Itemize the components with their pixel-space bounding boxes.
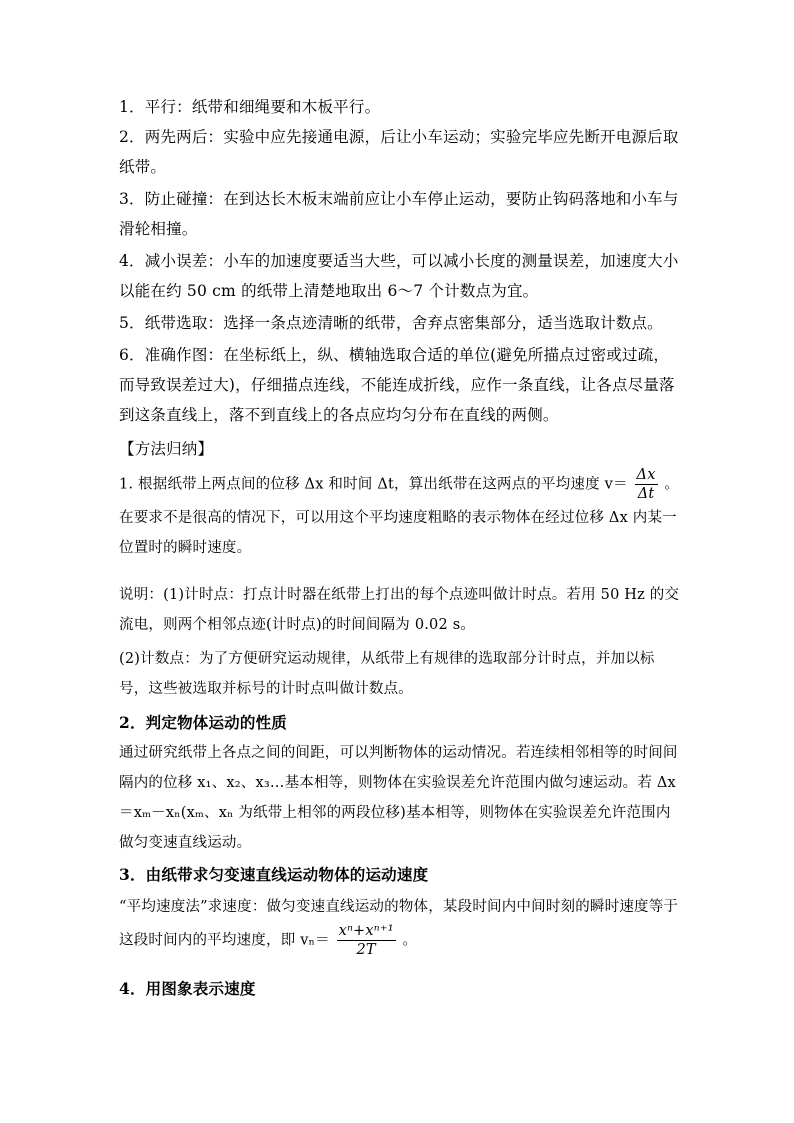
paragraph-5: 5．纸带选取：选择一条点迹清晰的纸带，舍弃点密集部分，适当选取计数点。	[119, 314, 663, 332]
method-item-1-text-b: 。在要求不是很高的情况下，可以用这个平均速度粗略的表示物体在经过位移 Δx 内某一位置时的瞬时速度。	[119, 476, 680, 556]
fraction-denominator: Δt	[637, 486, 655, 502]
avg-fraction-denominator: 2T	[356, 942, 376, 958]
section-3-heading: 3．由纸带求匀变速直线运动物体的运动速度	[119, 865, 429, 884]
average-velocity-fraction	[337, 922, 396, 959]
paragraph-2: 2．两先两后：实验中应先接通电源，后让小车运动；实验完毕应先断开电源后取纸带。	[119, 128, 679, 176]
section-4-heading: 4．用图象表示速度	[119, 979, 256, 998]
section-3-text-a: “平均速度法”求速度：做匀变速直线运动的物体，某段时间内中间时刻的瞬时速度等于这段时间内的平均速度，即 vₙ＝	[119, 899, 679, 949]
paragraph-3: 3．防止碰撞：在到达长木板末端前应让小车停止运动，要防止钩码落地和小车与滑轮相撞。	[119, 190, 679, 238]
note-1: 说明：(1)计时点：打点计时器在纸带上打出的每个点迹叫做计时点。若用 50 Hz 的交流电，则两个相邻点迹(计时点)的时间间隔为 0.02 s。	[119, 587, 680, 633]
avg-fraction-numerator: xⁿ+xⁿ⁺¹	[338, 923, 394, 939]
fraction-numerator: Δx	[636, 467, 656, 483]
section-2-heading: 2．判定物体运动的性质	[119, 713, 287, 732]
velocity-fraction	[635, 466, 658, 503]
note-2: (2)计数点：为了方便研究运动规律，从纸带上有规律的选取部分计时点，并加以标号，这些被选取并标号的计时点叫做计数点。	[119, 651, 655, 697]
paragraph-4: 4．减小误差：小车的加速度要适当大些，可以减小长度的测量误差，加速度大小以能在约 50 cm 的纸带上清楚地取出 6～7 个计数点为宜。	[119, 252, 679, 300]
section-3-paragraph	[119, 892, 681, 959]
paragraph-6: 6．准确作图：在坐标纸上，纵、横轴选取合适的单位(避免所描点过密或过疏，而导致误差过大)，仔细描点连线，不能连成折线，应作一条直线，让各点尽量落到这条直线上，落不到直线上的各点应均匀分布在直线的两侧。	[119, 346, 675, 424]
method-item-1-text-a: 1. 根据纸带上两点间的位移 Δx 和时间 Δt，算出纸带在这两点的平均速度 v＝	[119, 476, 628, 493]
section-3-text-b: 。	[402, 932, 418, 949]
section-2-paragraph: 通过研究纸带上各点之间的间距，可以判断物体的运动情况。若连续相邻相等的时间间隔内的位移 x₁、x₂、x₃…基本相等，则物体在实验误差允许范围内做匀速运动。若 Δx＝xₘ－xₙ(xₘ、xₙ 为纸带上相邻的两段位移)基本相等，则物体在实验误差允许范围内做匀变速直线运动。	[119, 745, 678, 851]
method-heading: 【方法归纳】	[119, 440, 214, 458]
method-item-1	[119, 466, 681, 563]
paragraph-1: 1．平行：纸带和细绳要和木板平行。	[119, 98, 381, 116]
